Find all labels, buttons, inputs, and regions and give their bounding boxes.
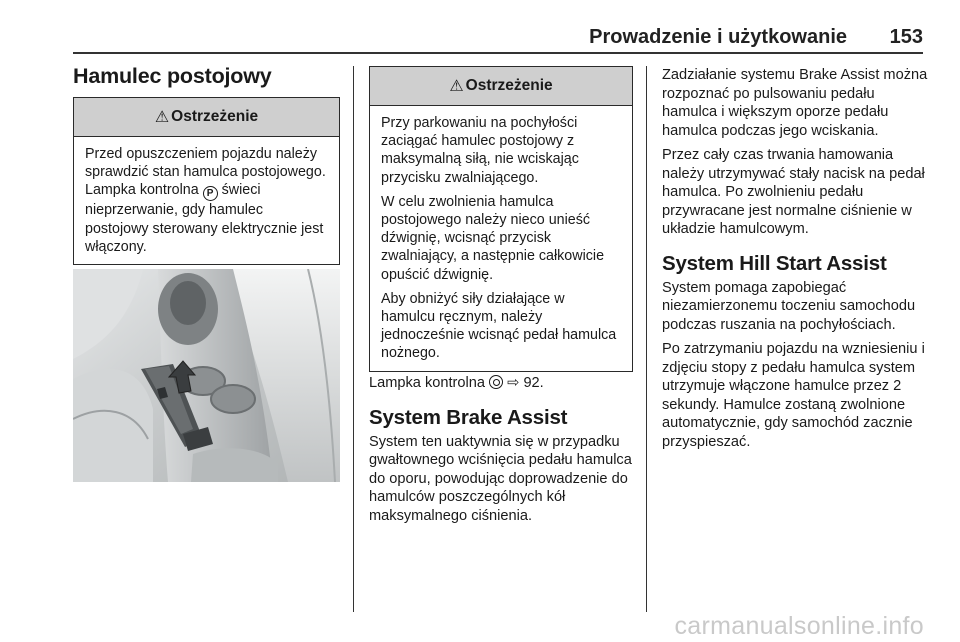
warning-paragraph: Aby obniżyć siły działające w hamulcu ręcznym, należy jednocześnie wcisnąć pedał hamulca nożnego. bbox=[381, 290, 617, 362]
subsection-title-hill-start-assist: System Hill Start Assist bbox=[662, 251, 887, 275]
indicator-line bbox=[369, 374, 637, 393]
electric-parking-brake-switch-photo bbox=[73, 269, 340, 482]
warning-body bbox=[370, 106, 632, 371]
warning-text-after-icon: świeci nieprzerwanie, gdy hamulec postojowy sterowany elektrycznie jest włączony. bbox=[85, 182, 324, 255]
hill-start-paragraph: System pomaga zapobiegać niezamierzonemu toczeniu samochodu podczas ruszania na pochyłościach. bbox=[662, 279, 916, 333]
running-header-title: Prowadzenie i użytkowanie bbox=[589, 26, 847, 48]
brake-warning-indicator-icon bbox=[489, 375, 503, 389]
warning-paragraph: Przy parkowaniu na pochyłości zaciągać hamulec postojowy z maksymalną siłą, nie wciskając przycisku zwalniającego. bbox=[381, 115, 579, 186]
section-title: Hamulec postojowy bbox=[73, 64, 272, 88]
warning-text-before-icon: Przed opuszczeniem pojazdu należy sprawdzić stan hamulca postojowego. Lampka kontrolna bbox=[85, 146, 326, 199]
column-divider-left bbox=[353, 66, 354, 612]
hill-start-paragraph: Po zatrzymaniu pojazdu na wzniesieniu i zdjęciu stopy z pedału hamulca system utrzymuje włączone hamulce przez 2 sekundy. Hamulce zostaną zwolnione automatycznie, gdy samochód zacznie przyspieszać. bbox=[662, 341, 925, 450]
parking-brake-indicator-icon: P bbox=[203, 186, 218, 201]
brake-assist-detection-paragraph: Zadziałanie systemu Brake Assist można rozpoznać po pulsowaniu pedału hamulca i większym oporze pedału hamulca podczas jego wciskania. bbox=[662, 67, 928, 139]
warning-header bbox=[370, 67, 632, 106]
brake-assist-paragraph: System ten uaktywnia się w przypadku gwałtownego wciśnięcia pedału hamulca do oporu, powodując doprowadzenie do hamulców poszczególnych kół maksymalnego ciśnienia. bbox=[369, 433, 632, 524]
watermark: carmanualsonline.info bbox=[674, 612, 924, 640]
warning-header bbox=[74, 98, 339, 137]
page-reference[interactable]: 92. bbox=[523, 375, 544, 391]
subsection-title-brake-assist: System Brake Assist bbox=[369, 405, 568, 429]
page-reference-arrow-icon: ⇨ bbox=[507, 375, 520, 391]
column-divider-right bbox=[646, 66, 647, 612]
warning-triangle-icon: ⚠ bbox=[449, 78, 464, 95]
middle-text-block bbox=[369, 374, 637, 531]
warning-box-parking-slope bbox=[369, 66, 633, 372]
indicator-line-text: Lampka kontrolna bbox=[369, 375, 486, 391]
warning-paragraph bbox=[85, 145, 329, 256]
warning-heading: Ostrzeżenie bbox=[465, 77, 553, 94]
warning-box-parking-brake bbox=[73, 97, 340, 265]
warning-triangle-icon: ⚠ bbox=[154, 109, 170, 126]
header-rule bbox=[73, 52, 923, 54]
warning-body bbox=[74, 137, 339, 264]
brake-assist-pressure-paragraph: Przez cały czas trwania hamowania należy utrzymywać stały nacisk na pedał hamulca. Po zwolnieniu pedału przywracane jest normalne ciśnienie w układzie hamulcowym. bbox=[662, 147, 925, 237]
warning-heading: Ostrzeżenie bbox=[171, 108, 259, 125]
warning-paragraph: W celu zwolnienia hamulca postojowego należy nieco unieść dźwignię, wcisnąć przycisk zwalniający, a następnie całkowicie opuścić dźwignię. bbox=[381, 193, 605, 283]
right-text-block bbox=[662, 66, 932, 457]
page-number: 153 bbox=[889, 26, 923, 48]
